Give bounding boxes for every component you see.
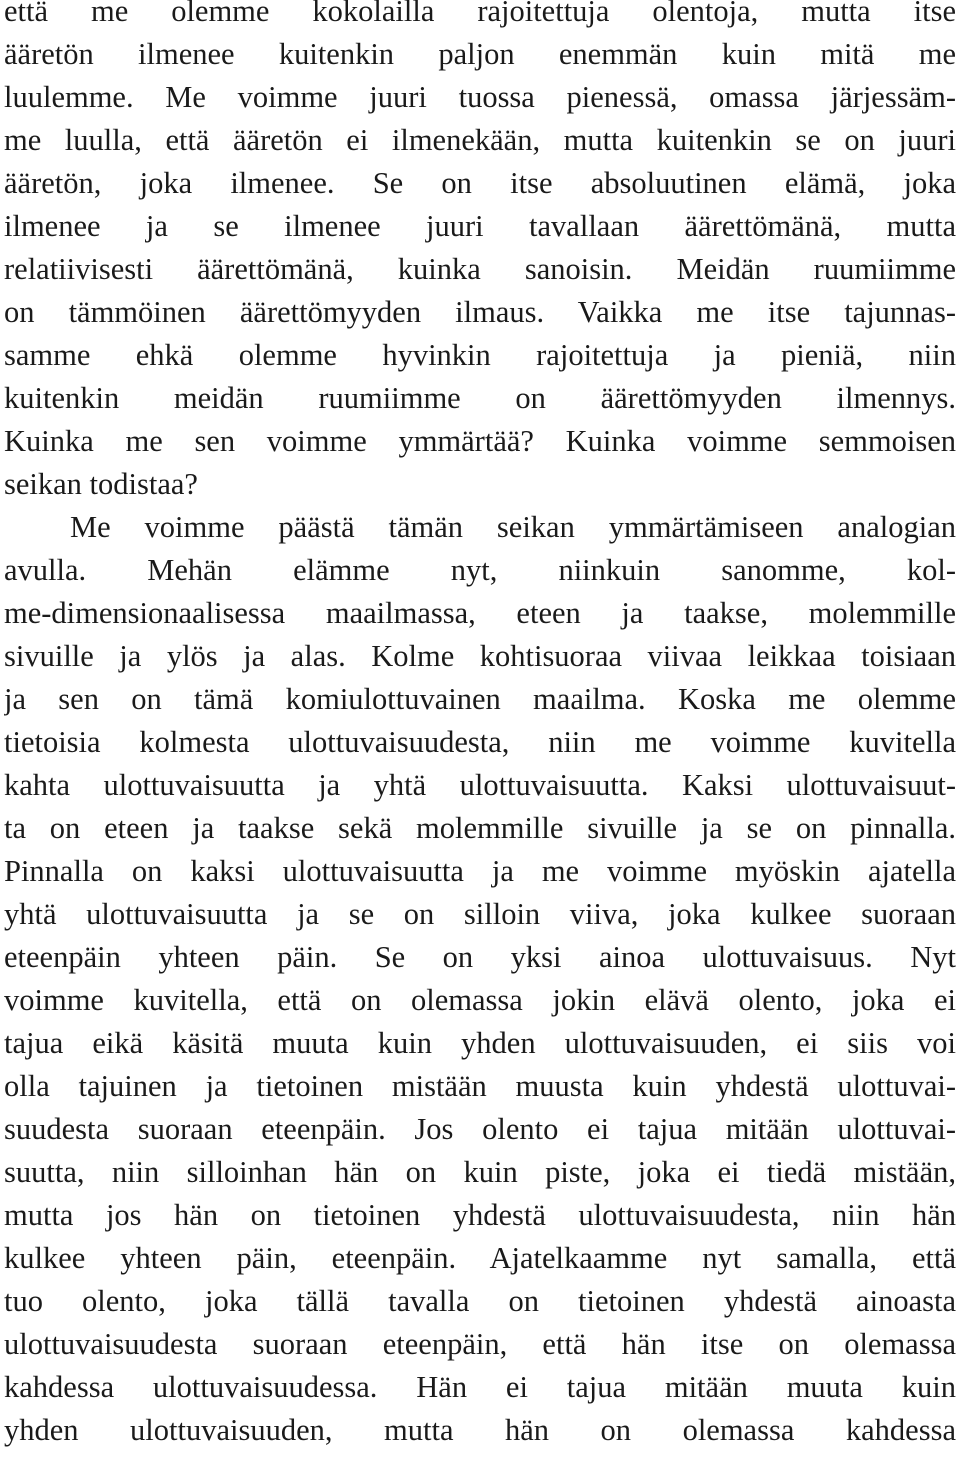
text-line: mutta jos hän on tietoinen yhdestä ulottuvaisuudesta, niin hän [4,1198,956,1232]
text-line: suutta, niin silloinhan hän on kuin piste, joka ei tiedä mistään, [4,1155,956,1189]
text-line: ja sen on tämä komiulottuvainen maailma. Koska me olemme [4,682,956,716]
text-line: suudesta suoraan eteenpäin. Jos olento ei tajua mitään ulottuvai- [4,1112,956,1146]
text-line: tuo olento, joka tällä tavalla on tietoinen yhdestä ainoasta [4,1284,956,1318]
text-line: Kuinka me sen voimme ymmärtää? Kuinka voimme semmoisen [4,424,956,458]
text-line: ääretön ilmenee kuitenkin paljon enemmän kuin mitä me [4,37,956,71]
text-line: ta on eteen ja taakse sekä molemmille sivuille ja se on pinnalla. [4,811,956,845]
text-line: kahta ulottuvaisuutta ja yhtä ulottuvaisuutta. Kaksi ulottuvaisuut- [4,768,956,802]
text-line: ilmenee ja se ilmenee juuri tavallaan äärettömänä, mutta [4,209,956,243]
text-line: on tämmöinen äärettömyyden ilmaus. Vaikka me itse tajunnas- [4,295,956,329]
text-line: relatiivisesti äärettömänä, kuinka sanoisin. Meidän ruumiimme [4,252,956,286]
text-line: kahdessa ulottuvaisuudessa. Hän ei tajua mitään muuta kuin [4,1370,956,1404]
text-line: Pinnalla on kaksi ulottuvaisuutta ja me voimme myöskin ajatella [4,854,956,888]
text-line: ulottuvaisuudesta suoraan eteenpäin, että hän itse on olemassa [4,1327,956,1361]
paragraph [4,0,956,506]
text-line: kulkee yhteen päin, eteenpäin. Ajatelkaamme nyt samalla, että [4,1241,956,1275]
paragraph [4,506,956,1452]
text-line: me luulla, että ääretön ei ilmenekään, mutta kuitenkin se on juuri [4,123,956,157]
text-line: eteenpäin yhteen päin. Se on yksi ainoa ulottuvaisuus. Nyt [4,940,956,974]
text-line: kuitenkin meidän ruumiimme on äärettömyyden ilmennys. [4,381,956,415]
text-line: me-dimensionaalisessa maailmassa, eteen ja taakse, molemmille [4,596,956,630]
text-line: avulla. Mehän elämme nyt, niinkuin sanomme, kol- [4,553,956,587]
text-line: tajua eikä käsitä muuta kuin yhden ulottuvaisuuden, ei siis voi [4,1026,956,1060]
text-line: luulemme. Me voimme juuri tuossa pienessä, omassa järjessäm- [4,80,956,114]
text-line: yhtä ulottuvaisuutta ja se on silloin viiva, joka kulkee suoraan [4,897,956,931]
text-line: voimme kuvitella, että on olemassa jokin elävä olento, joka ei [4,983,956,1017]
text-line: Me voimme päästä tämän seikan ymmärtämiseen analogian [70,510,956,544]
text-line: samme ehkä olemme hyvinkin rajoitettuja ja pieniä, niin [4,338,956,372]
text-line: yhden ulottuvaisuuden, mutta hän on olemassa kahdessa [4,1413,956,1447]
text-line: sivuille ja ylös ja alas. Kolme kohtisuoraa viivaa leikkaa toisiaan [4,639,956,673]
text-line: seikan todistaa? [4,467,198,501]
text-line: olla tajuinen ja tietoinen mistään muusta kuin yhdestä ulottuvai- [4,1069,956,1103]
text-line: että me olemme kokolailla rajoitettuja olentoja, mutta itse [4,0,956,28]
text-line: ääretön, joka ilmenee. Se on itse absoluutinen elämä, joka [4,166,956,200]
document-page [4,0,956,1452]
text-line: tietoisia kolmesta ulottuvaisuudesta, niin me voimme kuvitella [4,725,956,759]
